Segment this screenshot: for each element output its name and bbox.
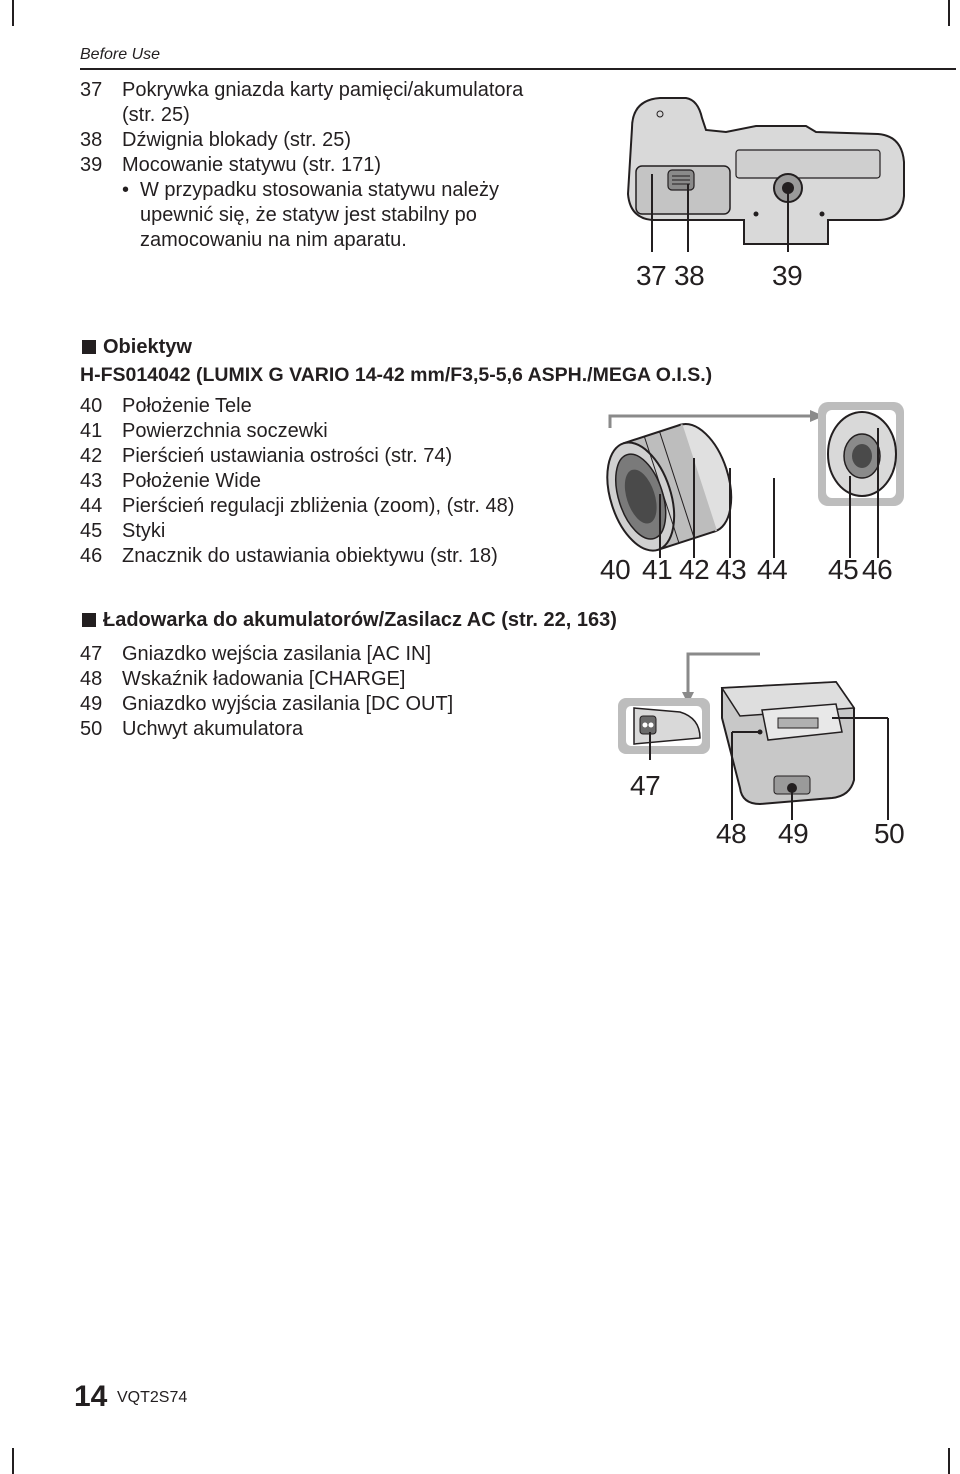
list-item: [80, 469, 514, 494]
lens-section-title: [82, 335, 192, 360]
list-item: [80, 394, 514, 419]
item-text-continued: (str. 25): [122, 104, 190, 126]
item-number: 47: [80, 643, 103, 665]
list-item: [80, 692, 453, 717]
lens-illustration: [600, 398, 910, 558]
note-line: W przypadku stosowania statywu należy: [140, 179, 500, 201]
list-item: [80, 494, 514, 519]
crop-mark-bottom-left: [12, 1448, 14, 1474]
callout-40: 40: [600, 554, 631, 585]
item-number: 42: [80, 445, 103, 467]
item-text: Położenie Wide: [122, 470, 261, 492]
item-text: Styki: [122, 520, 166, 542]
running-header: [80, 46, 956, 70]
item-number: 38: [80, 129, 103, 151]
item-text: Mocowanie statywu (str. 171): [122, 154, 381, 176]
bullet: •: [122, 179, 130, 201]
item-text: Uchwyt akumulatora: [122, 718, 304, 740]
callout-41: 41: [642, 554, 673, 585]
list-item: [80, 544, 514, 569]
callout-44: 44: [757, 554, 788, 585]
item-text: Znacznik do ustawiania obiektywu (str. 18): [122, 545, 498, 567]
list-item: [80, 419, 514, 444]
callout-46: 46: [862, 554, 893, 585]
item-number: 44: [80, 495, 103, 517]
item-number: 48: [80, 668, 103, 690]
callout-38: 38: [674, 260, 705, 291]
lens-parts-list: [80, 394, 514, 569]
item-number: 45: [80, 520, 103, 542]
item-text: Dźwignia blokady (str. 25): [122, 129, 351, 151]
item-text: Pierścień regulacji zbliżenia (zoom), (str. 48): [122, 495, 515, 517]
list-item: [80, 642, 453, 667]
callout-37: 37: [636, 260, 667, 291]
lens-title-text: Obiektyw: [103, 336, 192, 358]
item-text: Powierzchnia soczewki: [122, 420, 328, 442]
charger-section-title: [82, 608, 617, 633]
item-text: Pierścień ustawiania ostrości (str. 74): [122, 445, 453, 467]
document-code: VQT2S74: [117, 1389, 188, 1406]
list-item: [80, 717, 453, 742]
callout-48: 48: [716, 818, 747, 849]
crop-mark-top-right: [948, 0, 950, 26]
callout-43: 43: [716, 554, 747, 585]
list-item: [80, 444, 514, 469]
list-item: [80, 519, 514, 544]
callout-50: 50: [874, 818, 905, 849]
item-text: Gniazdko wyjścia zasilania [DC OUT]: [122, 693, 454, 715]
callout-49: 49: [778, 818, 809, 849]
section-name: Before Use: [80, 46, 161, 63]
page-number: 14: [74, 1380, 108, 1413]
item-number: 39: [80, 154, 103, 176]
list-item: [80, 153, 523, 178]
item-text: Pokrywka gniazda karty pamięci/akumulatora: [122, 79, 524, 101]
callout-39: 39: [772, 260, 803, 291]
section-square-icon: [82, 613, 96, 627]
crop-mark-top-left: [12, 0, 14, 26]
callout-42: 42: [679, 554, 710, 585]
item-number: 37: [80, 79, 103, 101]
item-number: 43: [80, 470, 103, 492]
item-number: 40: [80, 395, 103, 417]
charger-title-text: Ładowarka do akumulatorów/Zasilacz AC (str. 22, 163): [103, 609, 617, 631]
list-item: [80, 667, 453, 692]
callout-45: 45: [828, 554, 859, 585]
camera-bottom-illustration: [616, 92, 912, 252]
camera-parts-list: [80, 78, 523, 178]
item-number: 50: [80, 718, 103, 740]
item-text: Gniazdko wejścia zasilania [AC IN]: [122, 643, 432, 665]
item-text: Wskaźnik ładowania [CHARGE]: [122, 668, 406, 690]
note-line: zamocowaniu na nim aparatu.: [140, 229, 407, 251]
callout-47: 47: [630, 770, 661, 801]
section-square-icon: [82, 340, 96, 354]
lens-model: H-FS014042 (LUMIX G VARIO 14-42 mm/F3,5-5,6 ASPH./MEGA O.I.S.): [80, 364, 713, 386]
tripod-note: [122, 178, 499, 253]
item-number: 49: [80, 693, 103, 715]
crop-mark-bottom-right: [948, 1448, 950, 1474]
charger-parts-list: [80, 642, 453, 742]
item-number: 41: [80, 420, 103, 442]
note-line: upewnić się, że statyw jest stabilny po: [140, 204, 477, 226]
list-item: [80, 128, 523, 153]
item-text: Położenie Tele: [122, 395, 252, 417]
list-item: [80, 78, 523, 128]
item-number: 46: [80, 545, 103, 567]
